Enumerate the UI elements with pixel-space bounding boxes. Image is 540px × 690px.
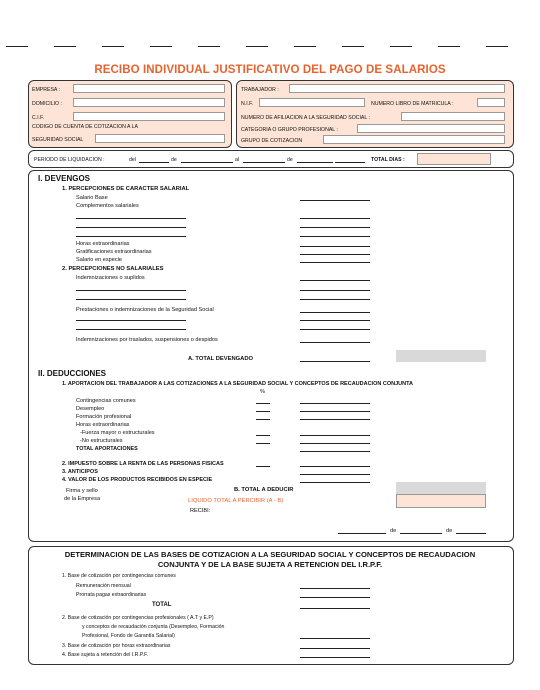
- deducciones-heading: II. DEDUCCIONES: [38, 369, 107, 378]
- contingencias-line[interactable]: [300, 403, 370, 404]
- nif-field[interactable]: [259, 98, 365, 107]
- categoria-field[interactable]: [357, 124, 505, 133]
- cif-field[interactable]: [73, 112, 225, 121]
- codigo-field[interactable]: [95, 134, 225, 143]
- traslados-label: Indemnizaciones por traslados, suspensiones o despidos: [76, 337, 218, 343]
- indemnizaciones-amount-line[interactable]: [300, 290, 370, 291]
- recibi-de1: de: [390, 528, 397, 534]
- bases-heading-2: CONJUNTA Y DE LA BASE SUJETA A RETENCION DEL I.R.P.F.: [157, 560, 383, 569]
- dash: [486, 46, 508, 47]
- complemento-line[interactable]: [76, 227, 186, 228]
- no-estructurales-line[interactable]: [300, 443, 370, 444]
- contingencias-pct-line[interactable]: [256, 403, 270, 404]
- dash: [246, 46, 268, 47]
- indemnizaciones-label: Indemnizaciones o suplidos: [76, 275, 145, 281]
- liquido-field[interactable]: [396, 494, 486, 508]
- prestaciones-detail-line[interactable]: [76, 320, 186, 321]
- domicilio-label: DOMICILIO :: [32, 101, 62, 107]
- total-devengado-label: A. TOTAL DEVENGADO: [188, 356, 254, 362]
- bases-total-line[interactable]: [300, 608, 370, 609]
- complemento-amount-line[interactable]: [300, 218, 370, 219]
- trabajador-label: TRABAJADOR :: [241, 87, 279, 93]
- afiliacion-label: NUMERO DE AFILIACION A LA SEGURIDAD SOCIAL :: [241, 115, 370, 121]
- anticipos-line[interactable]: [300, 474, 370, 475]
- salario-especie-line[interactable]: [300, 262, 370, 263]
- dash: [294, 46, 316, 47]
- total-devengado-line[interactable]: [300, 361, 370, 362]
- liquido-label: LIQUIDO TOTAL A PERCIBIR (A - B): [188, 498, 284, 504]
- remuneracion-label: Remuneración mensual: [76, 583, 131, 589]
- salario-especie-label: Salario en especie: [76, 257, 123, 263]
- nif-label: N.I.F.: [241, 101, 254, 107]
- bases-item-3-line[interactable]: [300, 648, 370, 649]
- periodo-de1-label: de: [171, 157, 177, 163]
- gratificaciones-line[interactable]: [300, 254, 370, 255]
- fuerza-mayor-line[interactable]: [300, 435, 370, 436]
- trabajador-box: [236, 80, 514, 148]
- document-title: RECIBO INDIVIDUAL JUSTIFICATIVO DEL PAGO DE SALARIOS: [94, 64, 446, 76]
- gratificaciones-label: Gratificaciones extraordinarias: [76, 249, 152, 255]
- dash: [6, 46, 28, 47]
- total-aportaciones-line[interactable]: [300, 451, 370, 452]
- formacion-pct-line[interactable]: [256, 419, 270, 420]
- bases-item-2-line2: y conceptos de recaudación conjunta (Desempleo, Formación: [82, 624, 225, 630]
- empresa-label: EMPRESA :: [32, 87, 60, 93]
- anticipos-label: 3. ANTICIPOS: [62, 469, 98, 475]
- especie-label: 4. VALOR DE LOS PRODUCTOS RECIBIDOS EN ESPECIE: [62, 477, 213, 483]
- periodo-al-label: al: [235, 157, 240, 163]
- bases-total-label: TOTAL: [152, 602, 172, 608]
- dash: [438, 46, 460, 47]
- percepciones-no-salarial-heading: 2. PERCEPCIONES NO SALARIALES: [62, 266, 164, 272]
- fuerza-mayor-pct-line[interactable]: [256, 435, 270, 436]
- salario-base-label: Salario Base: [76, 195, 108, 201]
- trabajador-field[interactable]: [289, 84, 505, 93]
- periodo-del-line[interactable]: [139, 162, 169, 163]
- salario-base-line[interactable]: [300, 200, 370, 201]
- bases-item-3: 3. Base de cotización por horas extraordinarias: [62, 643, 171, 649]
- dash: [102, 46, 124, 47]
- dash: [150, 46, 172, 47]
- percent-label: %: [260, 389, 265, 395]
- prestaciones-label: Prestaciones o indemnizaciones de la Seguridad Social: [76, 307, 214, 313]
- matricula-label: NUMERO LIBRO DE MATRICULA :: [371, 101, 454, 107]
- especie-line[interactable]: [300, 482, 370, 483]
- recibi-place-line[interactable]: [338, 533, 386, 534]
- periodo-label: PERIODO DE LIQUIDACION :: [34, 157, 105, 163]
- indemnizaciones-detail-line[interactable]: [76, 299, 186, 300]
- firma-label-2: de la Empresa: [64, 496, 101, 502]
- cif-label: C.I.F.: [32, 115, 45, 121]
- empresa-box: [28, 80, 232, 148]
- desempleo-pct-line[interactable]: [256, 411, 270, 412]
- bases-heading-1: DETERMINACION DE LAS BASES DE COTIZACION A LA SEGURIDAD SOCIAL Y CONCEPTOS DE RECAUDACION: [64, 550, 476, 559]
- total-dias-field[interactable]: [417, 153, 491, 165]
- irpf-label: 2. IMPUESTO SOBRE LA RENTA DE LAS PERSONAS FISICAS: [62, 461, 224, 467]
- codigo-label-1: CODIGO DE CUENTA DE COTIZACION A LA: [32, 124, 138, 130]
- contingencias-label: Contingencias comunes: [76, 398, 136, 404]
- periodo-de2-label: de: [287, 157, 293, 163]
- dash: [342, 46, 364, 47]
- codigo-label-2: SEGURIDAD SOCIAL: [32, 137, 84, 143]
- total-devengado-field[interactable]: [396, 350, 486, 362]
- recibi-de2: de: [446, 528, 453, 534]
- no-estructurales-label: -No estructurales: [80, 438, 123, 444]
- indemnizaciones-amount-line[interactable]: [300, 299, 370, 300]
- recibi-month-line[interactable]: [400, 533, 442, 534]
- formacion-label: Formación profesional: [76, 414, 132, 420]
- recibi-year-line[interactable]: [456, 533, 486, 534]
- dash: [54, 46, 76, 47]
- total-dias-label: TOTAL DIAS :: [371, 157, 405, 163]
- bases-item-2-line3: Profesional, Fondo de Garantía Salarial): [82, 633, 175, 639]
- periodo-de2-line[interactable]: [297, 162, 333, 163]
- periodo-del-label: del: [129, 157, 136, 163]
- periodo-year-line[interactable]: [335, 162, 365, 163]
- prestaciones-line[interactable]: [300, 312, 370, 313]
- devengos-heading: I. DEVENGOS: [38, 174, 91, 183]
- bases-item-4-line[interactable]: [300, 657, 370, 658]
- afiliacion-field[interactable]: [401, 112, 505, 121]
- total-aportaciones-label: TOTAL APORTACIONES: [76, 446, 138, 452]
- prestaciones-amount-line[interactable]: [300, 329, 370, 330]
- periodo-al-line[interactable]: [243, 162, 285, 163]
- complemento-line[interactable]: [76, 218, 186, 219]
- complementos-label: Complementos salariales: [76, 203, 139, 209]
- bases-item-2-line1: 2. Base de cotización por contingencias profesionales ( A.T y E.P): [62, 615, 214, 621]
- formacion-line[interactable]: [300, 419, 370, 420]
- prestaciones-detail-line[interactable]: [76, 329, 186, 330]
- matricula-field[interactable]: [477, 98, 505, 107]
- desempleo-line[interactable]: [300, 411, 370, 412]
- fuerza-mayor-label: -Fuerza mayor o estructurales: [80, 430, 155, 436]
- grupo-field[interactable]: [323, 135, 505, 144]
- recibi-label: RECIBI:: [190, 508, 211, 514]
- domicilio-field[interactable]: [73, 98, 225, 107]
- remuneracion-line[interactable]: [300, 588, 370, 589]
- irpf-line[interactable]: [300, 466, 370, 467]
- periodo-de1-line[interactable]: [181, 162, 233, 163]
- desempleo-label: Desempleo: [76, 406, 105, 412]
- empresa-field[interactable]: [73, 84, 225, 93]
- indemnizaciones-detail-line[interactable]: [76, 290, 186, 291]
- grupo-label: GRUPO DE COTIZACION: [241, 138, 303, 144]
- total-deducir-label: B. TOTAL A DEDUCIR: [234, 487, 294, 493]
- prorrata-line[interactable]: [300, 597, 370, 598]
- irpf-pct-line[interactable]: [256, 466, 270, 467]
- bases-item-1: 1. Base de cotización por contingencias comunes: [62, 573, 176, 579]
- horas-extra-line[interactable]: [300, 246, 370, 247]
- aportacion-heading: 1. APORTACION DEL TRABAJADOR A LAS COTIZACIONES A LA SEGURIDAD SOCIAL Y CONCEPTOS DE RECAUDACION CONJUNTA: [62, 381, 414, 387]
- categoria-label: CATEGORIA O GRUPO PROFESIONAL :: [241, 127, 338, 133]
- periodo-box: [28, 150, 514, 168]
- no-estructurales-pct-line[interactable]: [256, 443, 270, 444]
- dash: [390, 46, 412, 47]
- dash: [198, 46, 220, 47]
- bases-item-4: 4. Base sujeta a retención del I.R.P.F.: [62, 652, 149, 658]
- traslados-line[interactable]: [300, 342, 370, 343]
- complemento-line[interactable]: [76, 236, 186, 237]
- indemnizaciones-line[interactable]: [300, 280, 370, 281]
- complemento-amount-line[interactable]: [300, 227, 370, 228]
- horas-extra-deduccion-label: Horas extraordinarias: [76, 422, 130, 428]
- prorrata-label: Prorrata pagas extraordinarias: [76, 592, 147, 598]
- percepciones-salarial-heading: 1. PERCEPCIONES DE CARACTER SALARIAL: [62, 186, 190, 192]
- total-deducir-field[interactable]: [396, 482, 486, 494]
- complemento-amount-line[interactable]: [300, 236, 370, 237]
- bases-item-2-line[interactable]: [300, 638, 370, 639]
- prestaciones-amount-line[interactable]: [300, 320, 370, 321]
- horas-extra-label: Horas extraordinarias: [76, 241, 130, 247]
- firma-label-1: Firma y sello: [66, 488, 98, 494]
